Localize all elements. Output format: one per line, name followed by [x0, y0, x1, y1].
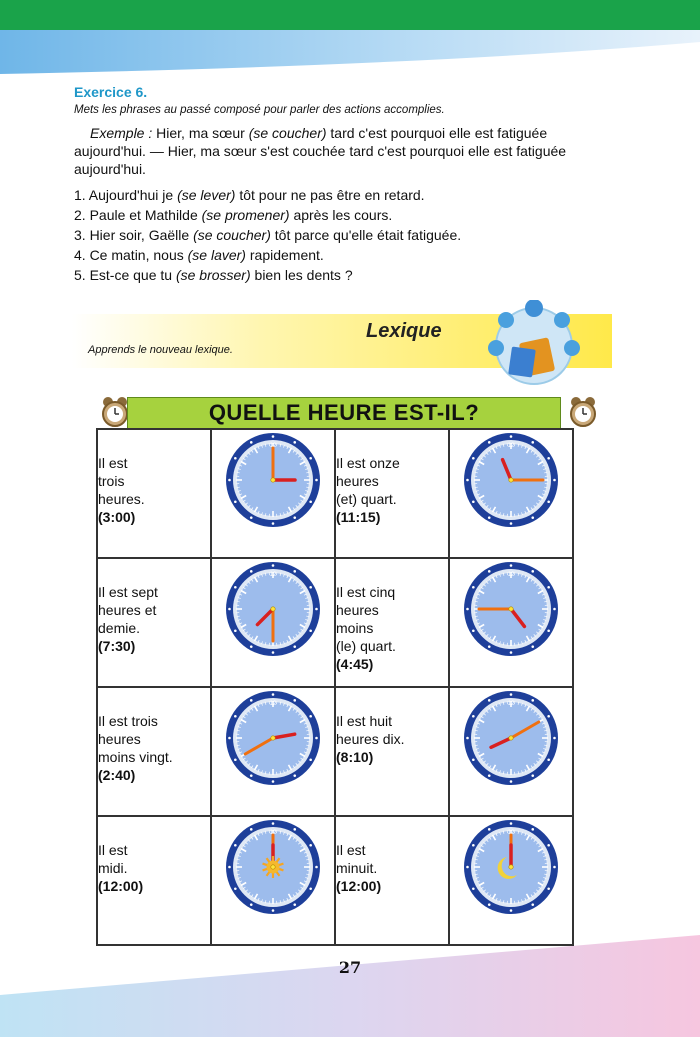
clock-label-cell — [335, 558, 449, 687]
exercise-item — [74, 265, 461, 285]
clock-row — [97, 687, 573, 816]
clock-table — [96, 428, 574, 946]
clock-icon — [223, 688, 323, 788]
clock-label-cell — [335, 816, 449, 945]
clock-label-line: heures et — [98, 602, 157, 618]
clock-time-digits: (8:10) — [336, 749, 374, 765]
clock-label-line: Il est sept — [98, 584, 158, 600]
clock-table-title: QUELLE HEURE EST-IL? — [127, 397, 561, 429]
clock-time-digits: (3:00) — [98, 509, 136, 525]
clock-icon — [461, 559, 561, 659]
clock-row — [97, 816, 573, 945]
clock-numeral: 12 — [507, 443, 515, 449]
clock-label-cell — [335, 429, 449, 558]
clock-label-line: trois — [98, 473, 125, 489]
clock-label-line: heures — [98, 731, 141, 747]
item-text: après les cours. — [289, 207, 393, 223]
clock-label-line: heures — [336, 473, 379, 489]
clock-numeral: 12 — [269, 572, 277, 578]
clock-label-cell — [97, 816, 211, 945]
clock-label-line: (le) quart. — [336, 638, 396, 654]
item-text: bien les dents ? — [250, 267, 353, 283]
exercise-items — [74, 185, 461, 285]
item-text: 1. Aujourd'hui je — [74, 187, 178, 203]
clock-label-line: midi. — [98, 860, 128, 876]
exercise-item — [74, 245, 461, 265]
clock-label-line: moins — [336, 620, 374, 636]
item-verb: (se coucher) — [193, 227, 271, 243]
example-verb: (se coucher) — [248, 125, 327, 141]
item-text: tôt parce qu'elle était fatiguée. — [270, 227, 462, 243]
clock-label-line: Il est — [98, 455, 128, 471]
clock-cell — [211, 687, 335, 816]
clock-label-cell — [97, 687, 211, 816]
lexique-subtitle: Apprends le nouveau lexique. — [88, 344, 233, 356]
exercise-item — [74, 225, 461, 245]
item-text: 2. Paule et Mathilde — [74, 207, 202, 223]
item-text: 4. Ce matin, nous — [74, 247, 188, 263]
bottom-pastel-wave — [0, 935, 700, 1037]
clock-cell — [449, 687, 573, 816]
clock-time-digits: (12:00) — [336, 878, 382, 894]
alphabet-book-icon — [484, 300, 584, 390]
alarm-clock-icon — [100, 396, 130, 428]
lexique-title: Lexique — [366, 320, 442, 342]
item-text: tôt pour ne pas être en retard. — [235, 187, 425, 203]
clock-label-line: (et) quart. — [336, 491, 397, 507]
top-blue-wave — [0, 30, 700, 80]
exercise-title: Exercice 6. — [74, 84, 148, 100]
clock-icon — [461, 430, 561, 530]
clock-label-line: demie. — [98, 620, 141, 636]
example-text-2: tard c'est pourquoi elle est fatiguée aujourd'hui. — Hier, ma sœur s'est couchée tard c'est pourquoi elle est fatiguée aujourd'hui. — [74, 125, 567, 177]
clock-time-digits: (12:00) — [98, 878, 144, 894]
clock-cell — [211, 429, 335, 558]
clock-icon — [223, 817, 323, 917]
alarm-clock-icon — [568, 396, 598, 428]
clock-row — [97, 558, 573, 687]
clock-icon — [223, 559, 323, 659]
clock-numeral: 12 — [269, 830, 277, 836]
clock-label-line: Il est — [98, 842, 128, 858]
clock-label-cell — [97, 558, 211, 687]
item-verb: (se lever) — [177, 187, 236, 203]
clock-label-cell — [335, 687, 449, 816]
example-text-1: Hier, ma sœur — [152, 125, 249, 141]
clock-label-line: heures. — [98, 491, 145, 507]
item-verb: (se brosser) — [175, 267, 251, 283]
exercise-example — [74, 124, 620, 178]
clock-row — [97, 429, 573, 558]
clock-icon — [223, 430, 323, 530]
page-number: 27 — [338, 958, 362, 977]
clock-time-digits: (4:45) — [336, 656, 374, 672]
clock-cell — [449, 429, 573, 558]
clock-icon — [461, 817, 561, 917]
clock-cell — [449, 816, 573, 945]
item-text: rapidement. — [245, 247, 324, 263]
clock-label-line: Il est huit — [336, 713, 393, 729]
clock-time-digits: (11:15) — [336, 509, 381, 525]
clock-time-digits: (2:40) — [98, 767, 136, 783]
clock-numeral: 12 — [507, 572, 515, 578]
clock-label-cell — [97, 429, 211, 558]
clock-numeral: 12 — [269, 443, 277, 449]
clock-label-line: moins vingt. — [98, 749, 173, 765]
clock-numeral: 12 — [507, 701, 515, 707]
clock-cell — [211, 816, 335, 945]
exercise-instruction: Mets les phrases au passé composé pour parler des actions accomplies. — [74, 104, 445, 116]
item-verb: (se laver) — [187, 247, 246, 263]
exercise-item — [74, 205, 461, 225]
example-label: Exemple : — [90, 125, 153, 141]
clock-label-line: heures — [336, 602, 379, 618]
item-text: 3. Hier soir, Gaëlle — [74, 227, 194, 243]
clock-numeral: 12 — [269, 701, 277, 707]
clock-cell — [449, 558, 573, 687]
clock-label-line: Il est onze — [336, 455, 400, 471]
item-verb: (se promener) — [201, 207, 290, 223]
clock-label-line: minuit. — [336, 860, 378, 876]
clock-label-line: Il est — [336, 842, 366, 858]
clock-label-line: Il est trois — [98, 713, 158, 729]
clock-label-line: heures dix. — [336, 731, 405, 747]
clock-label-line: Il est cinq — [336, 584, 396, 600]
exercise-item — [74, 185, 461, 205]
clock-numeral: 12 — [507, 830, 515, 836]
clock-cell — [211, 558, 335, 687]
clock-icon — [461, 688, 561, 788]
clock-time-digits: (7:30) — [98, 638, 136, 654]
item-text: 5. Est-ce que tu — [74, 267, 176, 283]
